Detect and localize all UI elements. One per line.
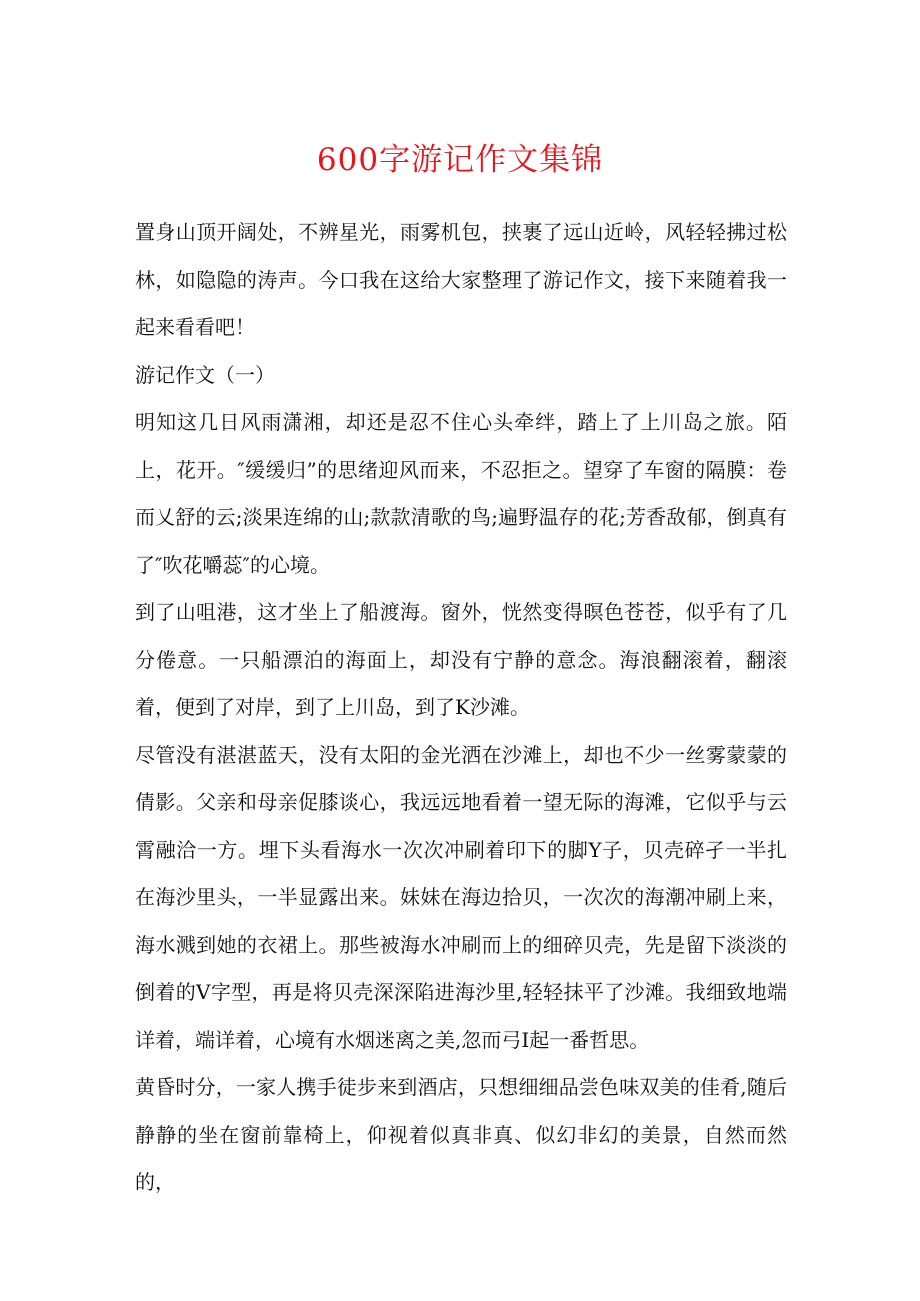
paragraph: 尽管没有湛湛蓝天，没有太阳的金光洒在沙滩上，却也不少一丝雾蒙蒙的倩影。父亲和母亲促膝谈心，我远远地看着一望无际的海滩，它似乎与云霄融洽一方。埋下头看海水一次次冲刷着印下的脚Y子，贝壳碎孑一半扎在海沙里头，一半显露出来。妹妹在海边拾贝，一次次的海潮冲刷上来，海水溅到她的衣裙上。那些被海水冲刷而上的细碎贝壳，先是留下淡淡的倒着的V字型，再是将贝壳深深陷进海沙里,轻轻抹平了沙滩。我细致地端详着，端详着，心境有水烟迷离之美,忽而弓I起一番哲思。 bbox=[135, 742, 787, 1052]
section-heading: 游记作文（一） bbox=[135, 362, 275, 387]
paragraph-intro: 置身山顶开阔处，不辨星光，雨雾机包，挟裹了远山近岭，风轻轻拂过松林，如隐隐的涛声。今口我在这给大家整理了游记作文，接下来随着我一起来看看吧！ bbox=[135, 220, 787, 339]
document-title: 600字游记作文集锦 bbox=[316, 142, 604, 178]
document-body bbox=[135, 209, 787, 1207]
paragraph: 明知这几日风雨潇湘，却还是忍不住心头牵绊，踏上了上川岛之旅。陌上，花开。″缓缓归”的思绪迎风而来，不忍拒之。望穿了车窗的隔膜：卷而乂舒的云;淡果连绵的山;款款清歌的鸟;遍野温存的花;芳香敌郁，倒真有了″吹花嚼蕊″的心境。 bbox=[135, 410, 787, 577]
paragraph: 黄昏时分，一家人携手徒步来到酒店，只想细细品尝色味双美的佳肴,随后静静的坐在窗前靠椅上，仰视着似真非真、似幻非幻的美景，自然而然的， bbox=[135, 1075, 787, 1194]
paragraph: 到了山咀港，这才坐上了船渡海。窗外，恍然变得暝色苍苍，似乎有了几分倦意。一只船漂泊的海面上，却没有宁静的意念。海浪翻滚着，翻滚着，便到了对岸，到了上川岛，到了K沙滩。 bbox=[135, 600, 787, 719]
